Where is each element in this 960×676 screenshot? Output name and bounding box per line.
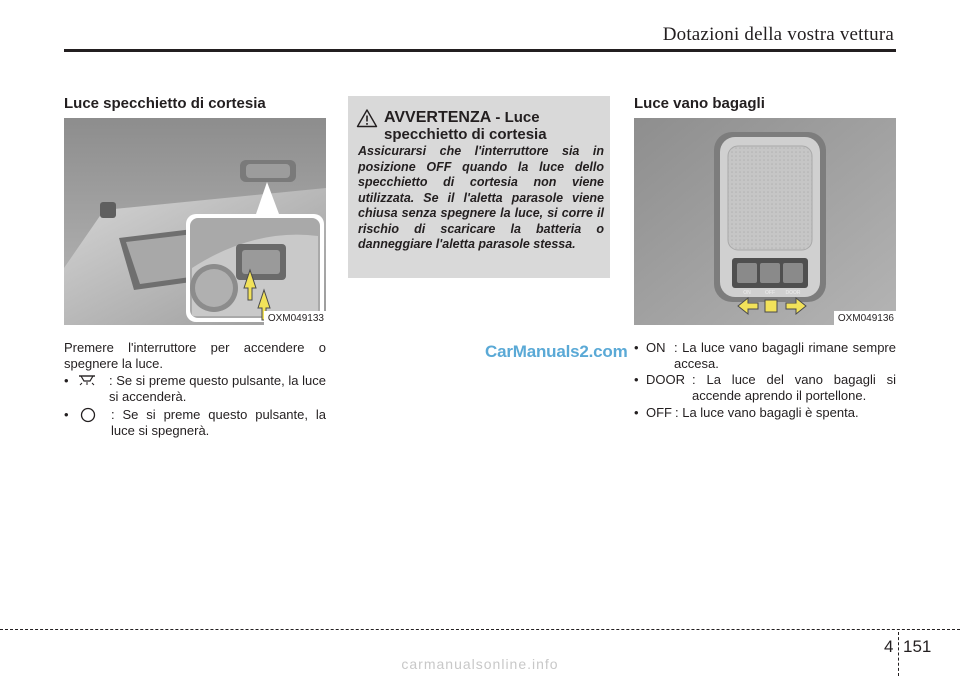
site-footer: carmanualsonline.info	[401, 656, 559, 672]
footer-rule	[0, 629, 960, 630]
warning-title	[384, 109, 604, 143]
bullet-dot: •	[64, 407, 69, 422]
warning-box	[348, 96, 610, 278]
bullet-text: : La luce vano bagagli è spenta.	[675, 405, 859, 420]
section-heading-vanity-light: Luce specchietto di cortesia	[64, 95, 266, 112]
page-number: 151	[903, 637, 932, 656]
warning-title-rest: - Luce specchietto di cortesia	[384, 109, 547, 143]
bullet-lamp-off	[64, 407, 326, 441]
bullet-dot: •	[634, 340, 639, 355]
bullet-text: : Se si preme questo pulsante, la luce si accenderà.	[109, 373, 326, 404]
bullet-label: ON	[646, 340, 666, 355]
bullet-on	[634, 340, 896, 372]
image-code: OXM049133	[264, 311, 326, 325]
bullet-dot: •	[634, 405, 639, 420]
bullet-label: DOOR	[646, 372, 685, 387]
bullet-dot: •	[64, 373, 69, 388]
warning-title-main: AVVERTENZA	[384, 109, 492, 126]
warning-text: Assicurarsi che l'interruttore sia in posizione OFF quando la luce dello specchietto di cortesia non viene utilizzata. Se il l'aletta parasole viene chiusa senza spegnere la luce, si corre il rischio di scaricare la batteria o danneggiare l'aletta parasole stessa.	[358, 144, 604, 251]
switch-label-off: OFF	[765, 290, 775, 296]
warning-triangle-icon	[356, 108, 378, 133]
header-title: Dotazioni della vostra vettura	[662, 24, 894, 45]
circle-icon	[80, 407, 96, 427]
chapter-number: 4	[884, 637, 894, 656]
lamp-icon	[76, 372, 98, 390]
watermark: CarManuals2.com	[485, 342, 628, 361]
bullet-text: : La luce vano bagagli rimane sempre accesa.	[674, 340, 896, 371]
image-code: OXM049136	[834, 311, 896, 325]
bullet-off	[634, 405, 896, 421]
switch-label-on: ON	[743, 290, 751, 296]
section-heading-cargo-light: Luce vano bagagli	[634, 95, 765, 112]
bullet-dot: •	[634, 372, 639, 387]
header-rule	[64, 49, 896, 52]
bullet-door	[634, 372, 896, 404]
switch-label-door: DOOR	[785, 290, 801, 296]
bullet-label: OFF	[646, 405, 672, 420]
vanity-mirror-photo	[64, 118, 326, 325]
cargo-light-photo	[634, 118, 896, 325]
bullet-text: : Se si preme questo pulsante, la luce si spegnerà.	[111, 407, 326, 438]
bullet-lamp-on	[64, 373, 326, 407]
intro-text: Premere l'interruttore per accendere o spegnere la luce.	[64, 340, 326, 371]
bullet-text: : La luce del vano bagagli si accende aprendo il portellone.	[692, 372, 896, 403]
